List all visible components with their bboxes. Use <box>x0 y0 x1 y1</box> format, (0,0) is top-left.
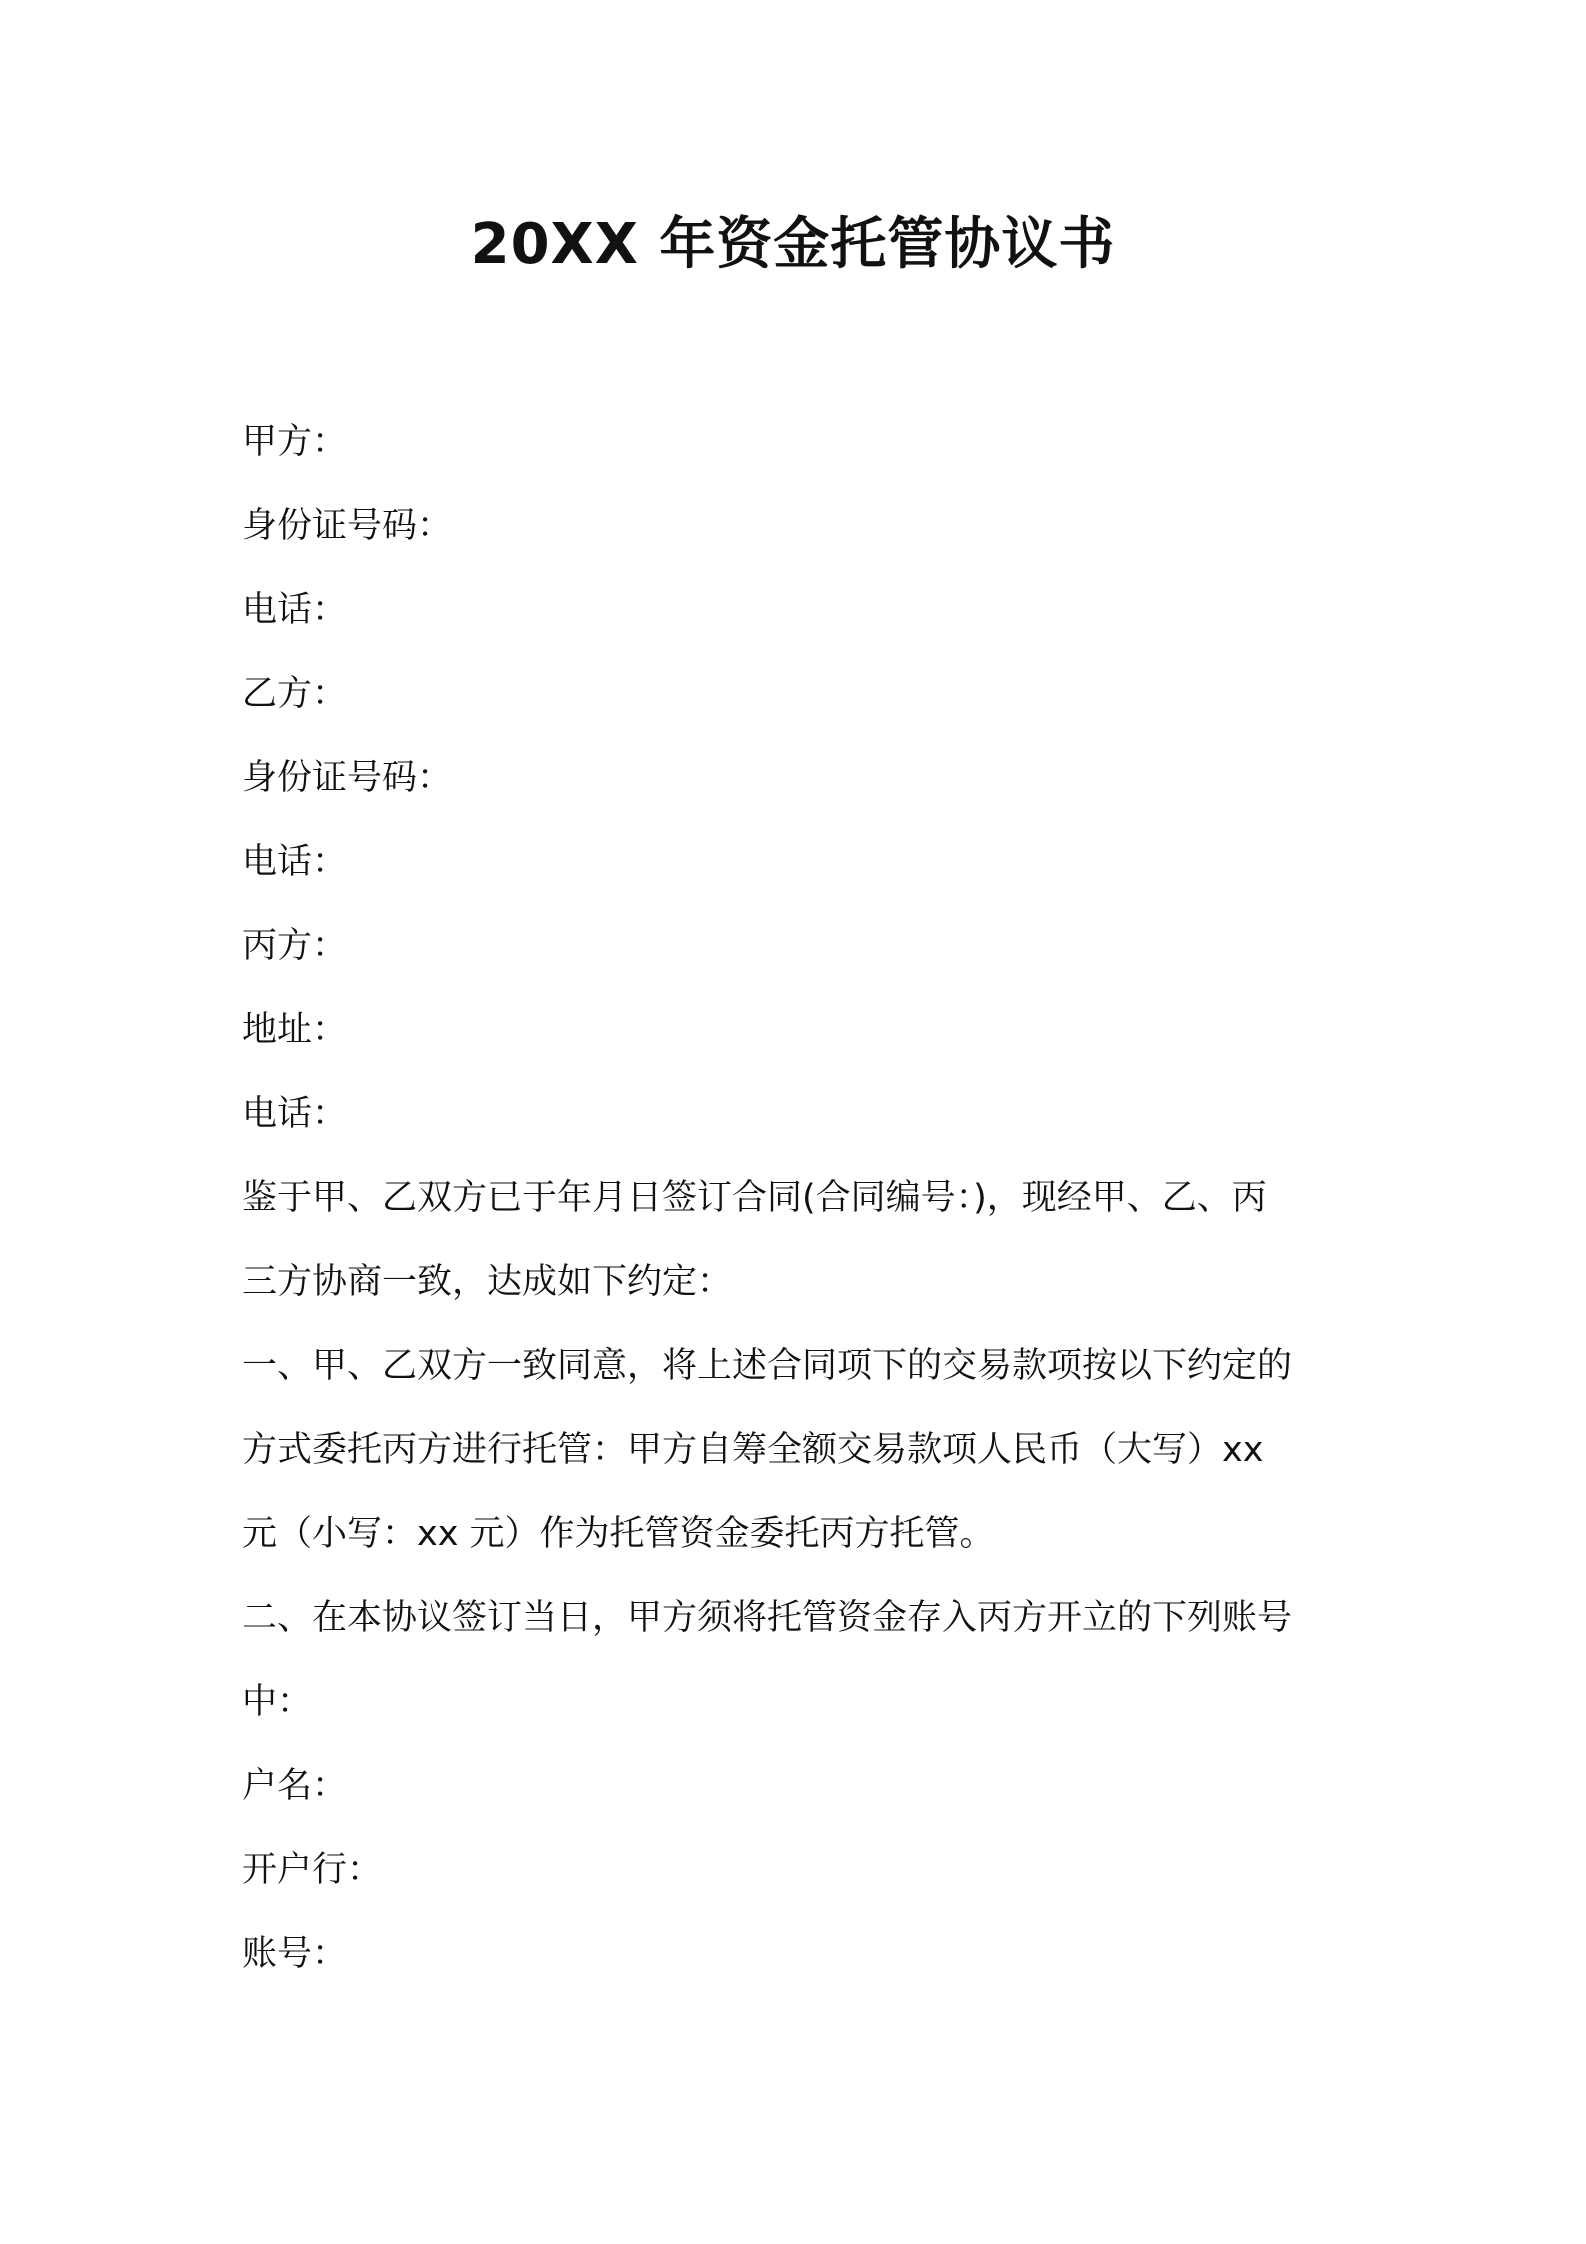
clause-1-line-2: 方式委托丙方进行托管：甲方自筹全额交易款项人民币（大写）xx <box>242 1430 1264 1470</box>
party-c-label: 丙方： <box>242 926 348 966</box>
clause-2-line-2: 中： <box>242 1682 313 1722</box>
party-a-phone-label: 电话： <box>242 590 348 630</box>
bank-label: 开户行： <box>242 1850 383 1890</box>
party-a-id-label: 身份证号码： <box>242 506 453 546</box>
clause-2-line-1: 二、在本协议签订当日，甲方须将托管资金存入丙方开立的下列账号 <box>242 1598 1293 1638</box>
document-body <box>242 400 1357 1996</box>
party-b-id-label: 身份证号码： <box>242 758 453 798</box>
preamble-line-2: 三方协商一致，达成如下约定： <box>242 1262 733 1302</box>
party-a-label: 甲方： <box>242 422 348 462</box>
account-name-label: 户名： <box>242 1766 348 1806</box>
clause-1-line-1: 一、甲、乙双方一致同意，将上述合同项下的交易款项按以下约定的 <box>242 1346 1293 1386</box>
preamble-line-1: 鉴于甲、乙双方已于年月日签订合同(合同编号：)，现经甲、乙、丙 <box>242 1178 1267 1218</box>
party-b-phone-label: 电话： <box>242 842 348 882</box>
account-number-label: 账号： <box>242 1934 348 1974</box>
party-b-label: 乙方： <box>242 674 348 714</box>
document-title: 20XX 年资金托管协议书 <box>470 212 1116 277</box>
party-c-phone-label: 电话： <box>242 1094 348 1134</box>
clause-1-line-3: 元（小写：xx 元）作为托管资金委托丙方托管。 <box>242 1514 995 1554</box>
party-c-address-label: 地址： <box>242 1010 348 1050</box>
